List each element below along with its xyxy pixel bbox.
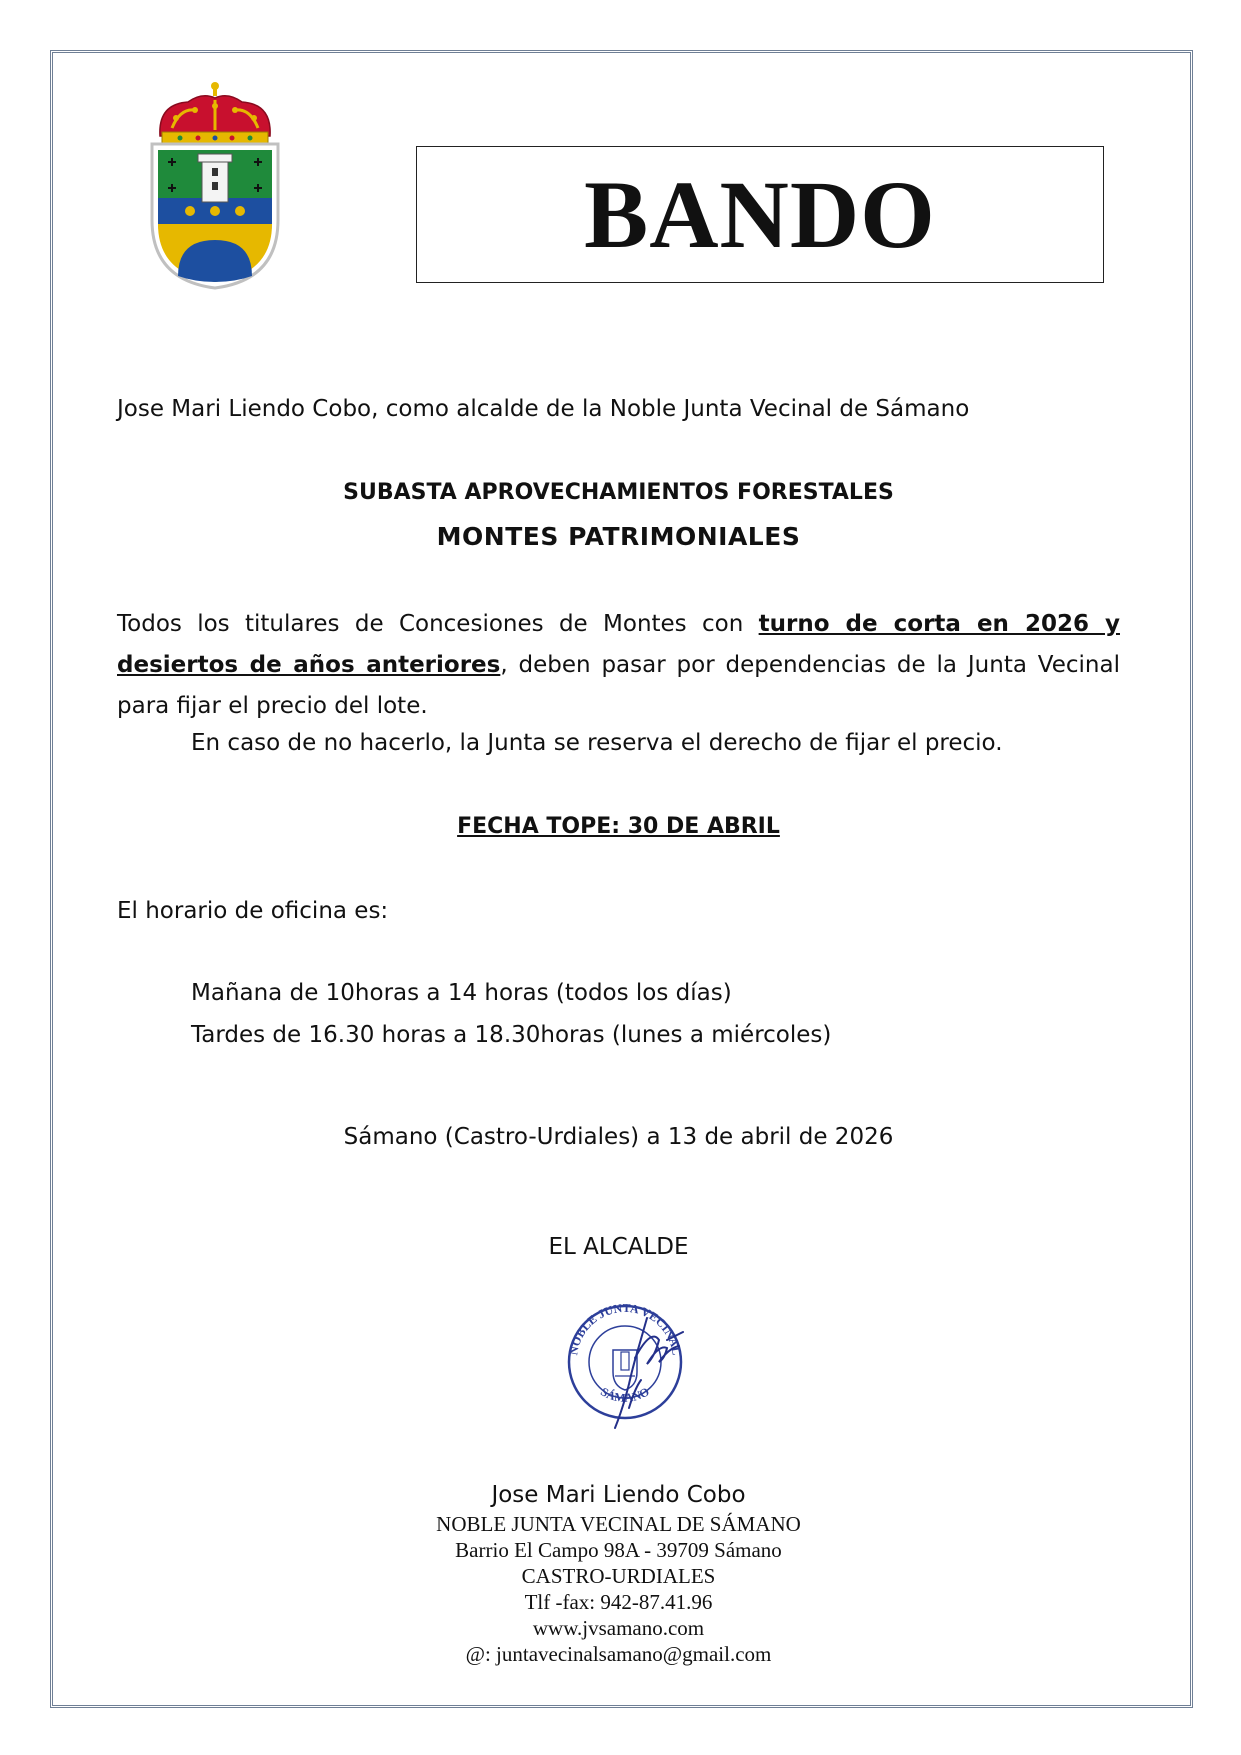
footer-name: Jose Mari Liendo Cobo — [491, 1482, 746, 1508]
footer-phone: Tlf -fax: 942-87.41.96 — [524, 1590, 713, 1614]
intro-text: Jose Mari Liendo Cobo, como alcalde de la Noble Junta Vecinal de Sámano — [117, 396, 970, 422]
reserve-line: En caso de no hacerlo, la Junta se reserva el derecho de fijar el precio. — [191, 730, 1003, 756]
heading-montes: MONTES PATRIMONIALES — [436, 522, 801, 551]
footer-org: NOBLE JUNTA VECINAL DE SÁMANO — [436, 1512, 801, 1536]
page-title: BANDO — [584, 160, 936, 268]
seal-text-top: NOBLE JUNTA VECINAL — [566, 1300, 684, 1357]
footer-email: @: juntavecinalsamano@gmail.com — [465, 1642, 772, 1666]
coat-of-arms-icon — [150, 80, 280, 290]
seal-text-bottom: SÁMANO — [598, 1384, 652, 1406]
paragraph-emphasis: turno de corta en 2026 y desiertos de años anteriores — [117, 611, 1120, 678]
date-line: Sámano (Castro-Urdiales) a 13 de abril de 2026 — [343, 1124, 894, 1150]
horario-morning: Mañana de 10horas a 14 horas (todos los días) — [191, 980, 732, 1006]
main-paragraph — [117, 604, 1120, 727]
footer-address: Barrio El Campo 98A - 39709 Sámano — [455, 1538, 782, 1562]
deadline — [117, 814, 1120, 839]
paragraph-part2: , deben pasar por dependencias de la Junta Vecinal para fijar el precio del lote. — [117, 652, 1120, 719]
heading-subasta: SUBASTA APROVECHAMIENTOS FORESTALES — [343, 480, 894, 505]
seal-stamp-icon — [555, 1288, 695, 1436]
paragraph-part1: Todos los titulares de Concesiones de Montes con — [117, 611, 759, 637]
footer-city: CASTRO-URDIALES — [521, 1564, 716, 1588]
footer-web: www.jvsamano.com — [532, 1616, 705, 1640]
page-border — [50, 50, 1193, 1708]
signer-title: EL ALCALDE — [548, 1234, 689, 1260]
horario-afternoon: Tardes de 16.30 horas a 18.30horas (lunes a miércoles) — [191, 1022, 832, 1048]
footer — [117, 1482, 1120, 1667]
title-box — [416, 146, 1104, 283]
deadline-text: FECHA TOPE: 30 DE ABRIL — [457, 814, 780, 839]
horario-intro: El horario de oficina es: — [117, 898, 389, 924]
